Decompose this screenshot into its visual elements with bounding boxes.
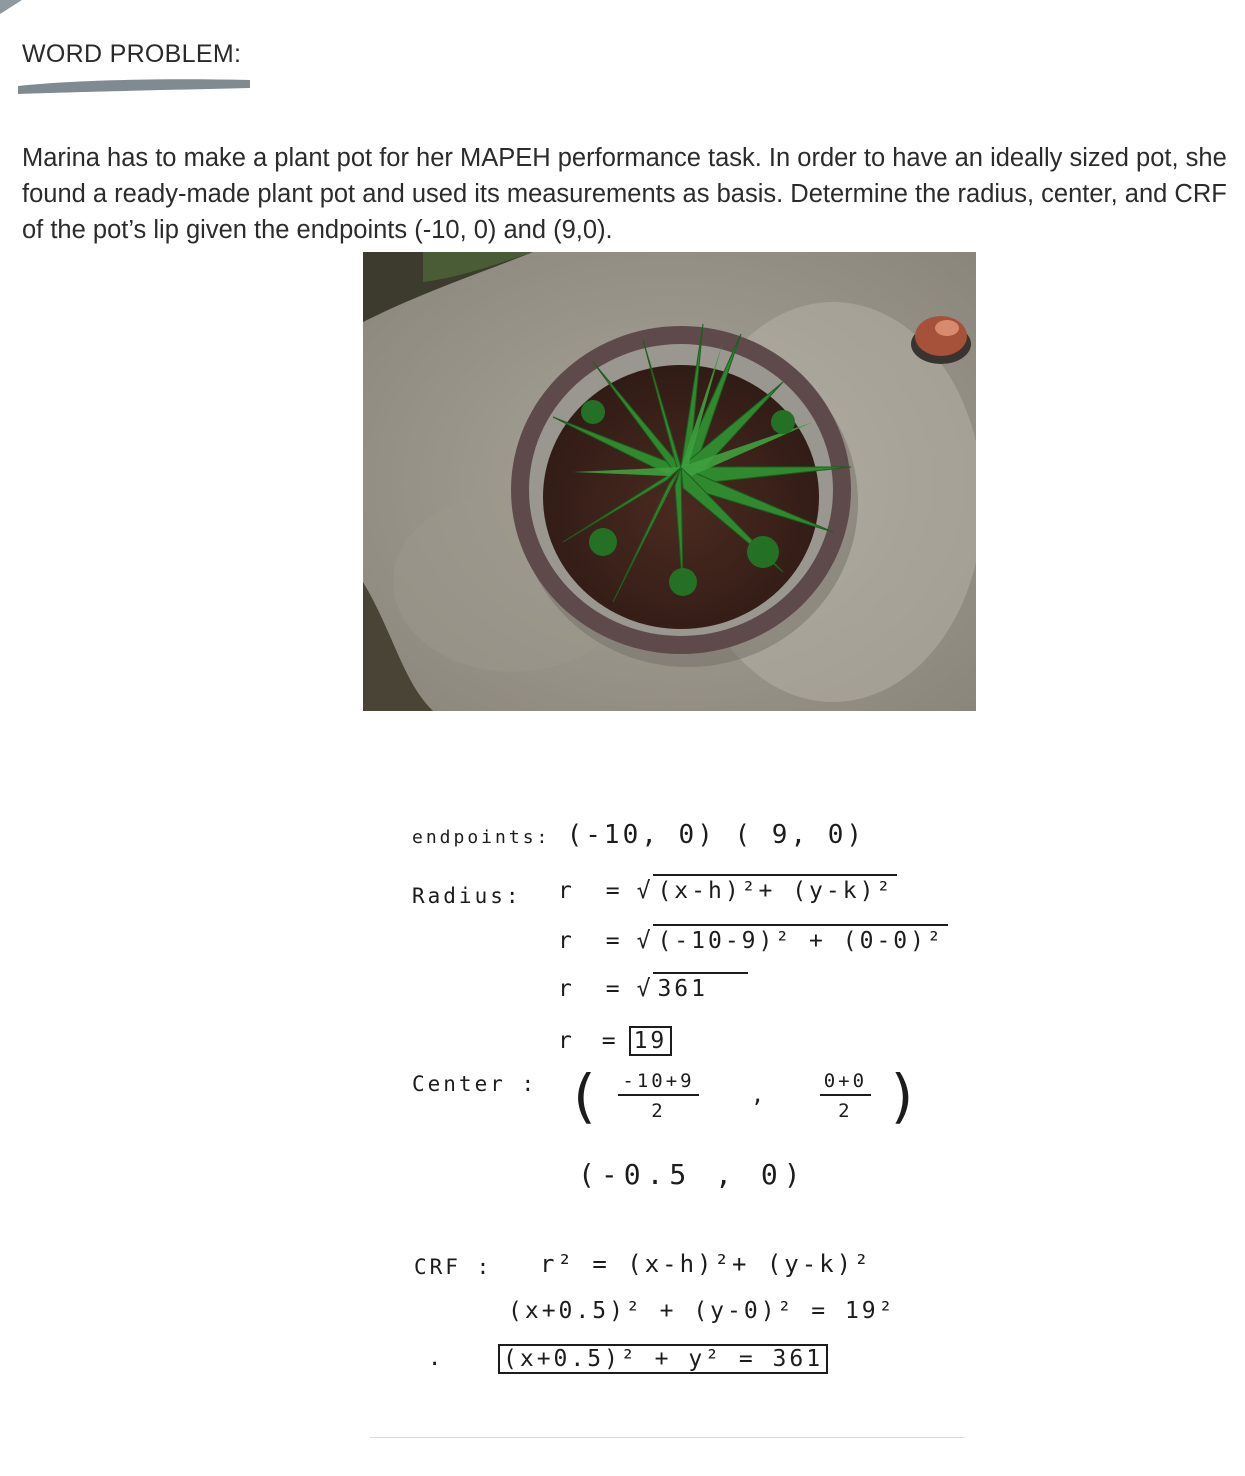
word-problem-heading: WORD PROBLEM:	[22, 40, 242, 68]
crf-answer-box: (x+0.5)² + y² = 361	[498, 1344, 828, 1374]
close-paren-icon: )	[885, 1062, 924, 1130]
radius-result-line	[558, 1028, 672, 1054]
radius-line-1: r = √ (x-h)²+ (y-k)²	[558, 878, 897, 904]
radius-lhs: r	[558, 976, 575, 1002]
radius-361: 361	[653, 972, 748, 1002]
center-x-fraction	[618, 1070, 698, 1122]
radius-answer-box: 19	[629, 1026, 673, 1056]
equals-sign: =	[605, 976, 623, 1002]
corner-mark	[0, 0, 22, 22]
radius-line-2: r = √ (-10-9)² + (0-0)²	[558, 928, 948, 954]
crf-general-form: r² = (x-h)²+ (y-k)²	[540, 1250, 872, 1278]
crf-final-answer	[498, 1346, 828, 1372]
radius-line-3: r = √ 361	[558, 976, 748, 1002]
endpoints-label: endpoints:	[412, 827, 551, 848]
plant-pot-photo	[363, 252, 976, 711]
center-x-denominator: 2	[651, 1100, 666, 1122]
radius-lhs: r	[558, 878, 575, 904]
center-y-denominator: 2	[838, 1100, 853, 1122]
radius-lhs: r	[558, 1028, 575, 1054]
crf-label: CRF :	[414, 1255, 493, 1279]
footer-divider	[370, 1437, 965, 1438]
radius-label: Radius:	[412, 884, 522, 908]
center-result: (-0.5 , 0)	[578, 1158, 807, 1191]
problem-statement: Marina has to make a plant pot for her MAPEH performance task. In order to have an ideally sized pot, she found a ready-made plant pot and used its measurements as basis. Determine the radius, center, and CRF of the pot’s lip given the endpoints (-10, 0) and (9,0).	[22, 143, 1227, 244]
heading-highlight-stroke	[14, 70, 254, 96]
center-x-numerator: -10+9	[618, 1070, 698, 1096]
center-label: Center :	[412, 1072, 538, 1096]
center-comma: ,	[751, 1082, 768, 1108]
center-midpoint-formula	[566, 1062, 923, 1130]
radius-substitution: (-10-9)² + (0-0)²	[653, 924, 947, 954]
center-y-numerator: 0+0	[820, 1070, 871, 1096]
equals-sign: =	[605, 928, 623, 954]
equals-sign: =	[601, 1028, 619, 1054]
open-paren-icon: (	[566, 1062, 604, 1130]
radius-lhs: r	[558, 928, 575, 954]
crf-dot: .	[428, 1346, 445, 1371]
crf-substitution: (x+0.5)² + (y-0)² = 19²	[508, 1298, 896, 1324]
endpoints-line	[412, 820, 865, 850]
endpoints-value: (-10, 0) ( 9, 0)	[566, 820, 866, 850]
equals-sign: =	[605, 878, 623, 904]
radius-formula: (x-h)²+ (y-k)²	[653, 874, 897, 904]
center-y-fraction	[820, 1070, 871, 1122]
